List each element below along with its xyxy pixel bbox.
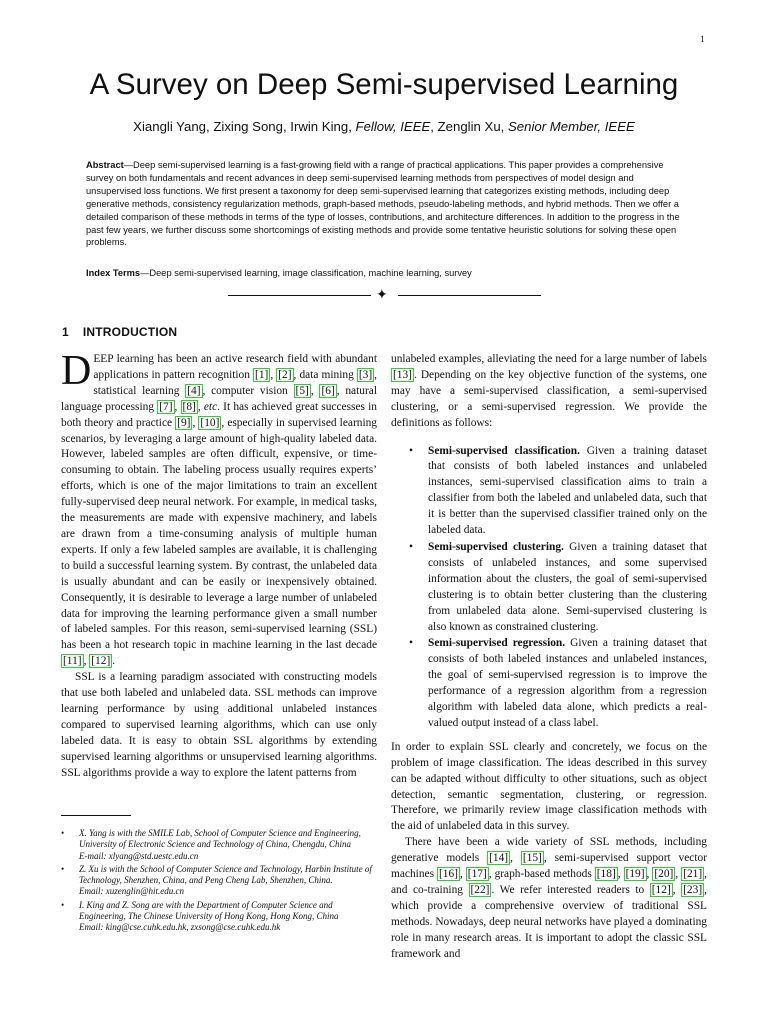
- etc-italic: etc: [203, 400, 218, 413]
- text-run: , graph-based methods: [488, 868, 595, 881]
- citation-link[interactable]: [8]: [182, 400, 196, 413]
- text-run: , computer vision: [202, 384, 294, 397]
- text-run: , data mining: [293, 368, 357, 381]
- footnote-item: [61, 864, 377, 898]
- text-run: , statistical learning: [93, 368, 378, 397]
- citation-link[interactable]: [23]: [683, 884, 703, 896]
- separator-line-right: [398, 295, 541, 296]
- affiliation-footnotes: [61, 828, 377, 936]
- text-run: ,: [310, 384, 320, 397]
- text-run: ,: [672, 884, 682, 896]
- abstract-label: Abstract: [86, 160, 124, 170]
- citation-link[interactable]: [21]: [683, 868, 703, 881]
- text-run: ,: [459, 868, 466, 881]
- citation-link[interactable]: [6]: [321, 384, 335, 397]
- definition-item: [428, 636, 707, 731]
- text-run: ,: [510, 852, 521, 865]
- section-separator: [228, 288, 541, 304]
- drop-cap: D: [61, 348, 92, 394]
- index-terms: [86, 268, 684, 278]
- citation-link[interactable]: [20]: [654, 868, 674, 881]
- definition-text: Given a training dataset that consists of both labeled instances and unlabeled instances, semi-supervised classification aims to train a classifier from both the labeled and unlabeled data, such that it is better than the supervised classifier trained only on the labeled data.: [428, 444, 707, 537]
- definition-term: Semi-supervised clustering.: [428, 540, 564, 553]
- text-run: , which provide a comprehensive overview of traditional SSL methods. Nowadays, deep neural networks have played a dominating role in many research areas. It is important to adopt the classic SSL framework and: [391, 884, 707, 960]
- index-terms-label: Index Terms: [86, 268, 141, 278]
- author-line: [0, 119, 768, 134]
- citation-link[interactable]: [5]: [295, 384, 309, 397]
- paper-title: A Survey on Deep Semi-supervised Learning: [89, 68, 679, 101]
- page-number: 1: [700, 34, 705, 44]
- text-run: , natural language processing: [61, 384, 377, 413]
- definition-text: Given a training dataset that consists of unlabeled instances, and some supervised information about the clusters, the goal of semi-supervised clustering is to obtain better clustering than the clustering from unlabeled data alone. Semi-supervised clustering is also known as constrained clustering.: [428, 540, 707, 633]
- right-paragraph-3: [391, 835, 707, 962]
- footnote-affiliation: • I. King and Z. Song are with the Department of Computer Science and Engineering, The Chinese University of Hong Kong, Hong Kong, China: [79, 899, 339, 922]
- citation-link[interactable]: [12]: [651, 884, 671, 896]
- citation-link[interactable]: [16]: [438, 868, 458, 881]
- definition-text: Given a training dataset that consists of both labeled instances and unlabeled instances, the goal of semi-supervised regression is to improve the performance of a regression algorithm from a regression algorithm with labeled data alone, which predicts a real-valued output instead of a class label.: [428, 637, 708, 729]
- definition-term: Semi-supervised regression.: [428, 637, 566, 650]
- footnote-email: Email: xuzenglin@hit.edu.cn: [79, 886, 185, 897]
- separator-line-left: [228, 295, 371, 296]
- right-column: [391, 352, 707, 963]
- text-run: ,: [646, 868, 653, 881]
- citation-link[interactable]: [15]: [522, 852, 542, 865]
- text-run: . It has achieved great successes in both theory and practice: [61, 400, 377, 429]
- text-run: EEP learning has been an active research field with abundant applications in pattern recognition: [93, 353, 377, 381]
- separator-star-icon: ✦: [376, 287, 388, 303]
- text-run: ,: [192, 416, 199, 429]
- left-column: [61, 348, 378, 781]
- citation-link[interactable]: [10]: [200, 416, 220, 429]
- index-terms-text: —Deep semi-supervised learning, image classification, machine learning, survey: [140, 268, 472, 278]
- citation-link[interactable]: [18]: [596, 868, 616, 881]
- right-paragraph-1: [391, 352, 707, 432]
- definition-item: [428, 444, 707, 539]
- citation-link[interactable]: [7]: [159, 400, 173, 413]
- citation-link[interactable]: [17]: [467, 868, 487, 881]
- text-run: , semi-supervised support vector machines: [391, 852, 708, 881]
- text-run: . Depending on the key objective function of the systems, one may have a semi-supervised classification, a semi-supervised clustering, or a semi-supervised regression. We provide the definitions as follows:: [391, 368, 707, 429]
- intro-paragraph-1: [61, 348, 378, 670]
- abstract: [86, 159, 684, 249]
- text-run: . We refer interested readers to: [491, 884, 650, 896]
- text-run: ,: [270, 368, 277, 381]
- footnote-email: Email: king@cse.cuhk.edu.hk, zxsong@cse.cuhk.edu.hk: [79, 922, 281, 933]
- text-run: ,: [675, 868, 682, 881]
- footnote-affiliation: • Z. Xu is with the School of Computer Science and Technology, Harbin Institute of Technology, Shenzhen, China, and Peng Cheng Lab, Shenzhen, China.: [79, 863, 372, 886]
- authors-part2: , Zenglin Xu,: [430, 119, 508, 134]
- citation-link[interactable]: [9]: [177, 416, 191, 429]
- text-run: , and co-training: [391, 868, 707, 896]
- right-paragraph-2: In order to explain SSL clearly and concretely, we focus on the problem of image classification. The ideas described in this survey can be adapted without difficulty to other situations, such as object detection, semantic segmentation, clustering, or regression. Therefore, we primarily review image classification methods with the aid of unlabeled data in this survey.: [391, 740, 707, 833]
- section-title: INTRODUCTION: [82, 325, 178, 339]
- footnote-item: [61, 900, 377, 934]
- text-run: ,: [83, 655, 90, 668]
- citation-link[interactable]: [4]: [187, 384, 201, 397]
- footnote-item: [61, 828, 377, 862]
- footnote-rule: [61, 815, 131, 816]
- section-number: 1: [62, 325, 69, 339]
- text-run: ,: [197, 400, 204, 413]
- text-run: , especially in supervised learning scenarios, by leveraging a large amount of high-quality labeled data. However, labeled samples are often difficult, expensive, or time-consuming to obtain. The labeling process usually requires experts’ efforts, which is one of the major limitations to train an excellent fully-supervised deep neural network. For example, in medical tasks, the measurements are made with expensive machinery, and labels are drawn from a time-consuming analysis of multiple human experts. If only a few labeled samples are available, it is challenging to build a successful learning system. By contrast, the unlabeled data is usually abundant and can be easily or inexpensively obtained. Consequently, it is desirable to leverage a large number of unlabeled data for improving the learning performance given a small number of labeled samples. For this reason, semi-supervised learning (SSL) has been a hot research topic in machine learning in the last decade: [61, 416, 377, 652]
- citation-link[interactable]: [2]: [278, 368, 292, 381]
- citation-link[interactable]: [1]: [255, 368, 269, 381]
- citation-link[interactable]: [13]: [393, 368, 412, 381]
- citation-link[interactable]: [19]: [625, 868, 645, 881]
- author-role-senior: Senior Member, IEEE: [508, 119, 635, 134]
- text-run: .: [112, 655, 116, 668]
- citation-link[interactable]: [11]: [63, 655, 82, 668]
- text-run: unlabeled examples, alleviating the need for a large number of labels: [391, 353, 707, 365]
- definition-item: [428, 540, 707, 635]
- intro-paragraph-2: SSL is a learning paradigm associated with constructing models that use both labeled and unlabeled data. SSL methods can improve learning performance by using additional unlabeled instances compared to supervised learning algorithms, which can use only labeled data. It is easy to obtain SSL algorithms by extending supervised learning algorithms or unsupervised learning algorithms. SSL algorithms provide a way to explore the latent patterns from: [61, 671, 377, 779]
- abstract-text: —Deep semi-supervised learning is a fast-growing field with a range of practical applications. This paper provides a comprehensive survey on both fundamentals and recent advances in deep semi-supervised learning methods from perspectives of model design and unsupervised loss functions. We first present a taxonomy for deep semi-supervised learning that categorizes existing methods, including deep generative methods, consistency regularization methods, graph-based methods, pseudo-labeling methods, and hybrid methods. Then we offer a detailed comparison of these methods in terms of the type of losses, contributions, and architecture differences. In addition to the progress in the past few years, we further discuss some shortcomings of existing methods and provide some tentative heuristic solutions for solving these open problems.: [86, 160, 680, 248]
- text-run: ,: [617, 868, 624, 881]
- definition-term: Semi-supervised classification.: [428, 444, 580, 457]
- citation-link[interactable]: [3]: [358, 368, 373, 381]
- text-run: ,: [174, 400, 181, 413]
- footnote-email: E-mail: xlyang@std.uestc.edu.cn: [79, 850, 199, 861]
- text-run: There have been a wide variety of SSL methods, including generative models: [391, 836, 707, 865]
- author-role-fellow: Fellow, IEEE: [355, 119, 431, 134]
- footnote-affiliation: • X. Yang is with the SMILE Lab, School of Computer Science and Engineering, University of Electronic Science and Technology of China, Chengdu, China: [79, 828, 361, 850]
- citation-link[interactable]: [12]: [91, 655, 111, 668]
- section-heading: [62, 325, 177, 339]
- authors-part1: Xiangli Yang, Zixing Song, Irwin King,: [133, 119, 356, 134]
- citation-link[interactable]: [14]: [489, 852, 509, 865]
- citation-link[interactable]: [22]: [470, 884, 490, 896]
- definition-list: [391, 444, 707, 732]
